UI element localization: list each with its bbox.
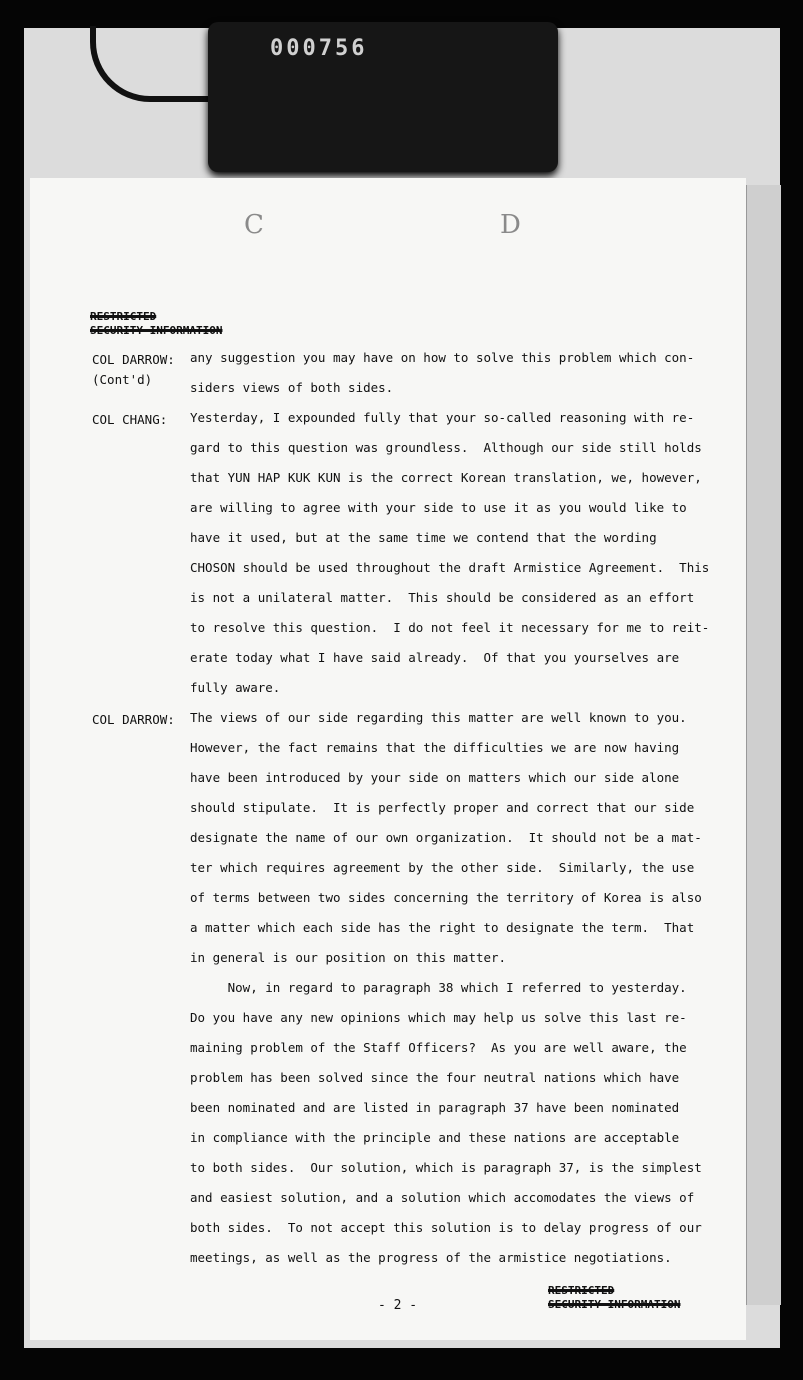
text-line: gard to this question was groundless. Although our side still holds (190, 440, 702, 455)
text-line: ter which requires agreement by the other side. Similarly, the use (190, 860, 695, 875)
text-line: CHOSON should be used throughout the draft Armistice Agreement. This (190, 560, 710, 575)
page-number: - 2 - (378, 1298, 418, 1313)
text-line: any suggestion you may have on how to solve this problem which con- (190, 350, 695, 365)
text-line: fully aware. (190, 680, 281, 695)
text-line: siders views of both sides. (190, 380, 394, 395)
text-line: maining problem of the Staff Officers? As you are well aware, the (190, 1040, 687, 1055)
stamp-security-information: SECURITY INFORMATION (90, 324, 223, 337)
text-line: been nominated and are listed in paragraph 37 have been nominated (190, 1100, 680, 1115)
classification-stamp-bottom (548, 1284, 680, 1312)
text-line: meetings, as well as the progress of the armistice negotiations. (190, 1250, 672, 1265)
text-line: are willing to agree with your side to use it as you would like to (190, 500, 687, 515)
text-line: Now, in regard to paragraph 38 which I referred to yesterday. (190, 980, 687, 995)
text-line: both sides. To not accept this solution is to delay progress of our (190, 1220, 702, 1235)
stamp-restricted: RESTRICTED (548, 1284, 615, 1297)
text-line: Do you have any new opinions which may help us solve this last re- (190, 1010, 687, 1025)
text-line: to both sides. Our solution, which is paragraph 37, is the simplest (190, 1160, 702, 1175)
text-line: and easiest solution, and a solution which accomodates the views of (190, 1190, 695, 1205)
text-line: of terms between two sides concerning the territory of Korea is also (190, 890, 702, 905)
classification-stamp-top (90, 310, 222, 338)
frame-counter (208, 22, 558, 172)
text-line: in compliance with the principle and these nations are acceptable (190, 1130, 680, 1145)
text-line: should stipulate. It is perfectly proper and correct that our side (190, 800, 695, 815)
header-mark-d: D (500, 210, 521, 240)
text-line: have been introduced by your side on matters which our side alone (190, 770, 680, 785)
back-sheet (746, 185, 781, 1305)
speaker-label: COL DARROW: (92, 712, 175, 727)
text-line: that YUN HAP KUK KUN is the correct Korean translation, we, however, (190, 470, 702, 485)
text-line: in general is our position on this matter. (190, 950, 507, 965)
text-line: is not a unilateral matter. This should be considered as an effort (190, 590, 695, 605)
text-line: The views of our side regarding this matter are well known to you. (190, 710, 687, 725)
text-line: a matter which each side has the right to designate the term. That (190, 920, 695, 935)
speaker-label: COL DARROW: (Cont'd) (92, 352, 175, 387)
header-mark-c: C (244, 210, 264, 240)
text-line: have it used, but at the same time we contend that the wording (190, 530, 657, 545)
text-line: However, the fact remains that the difficulties we are now having (190, 740, 680, 755)
text-line: Yesterday, I expounded fully that your so-called reasoning with re- (190, 410, 695, 425)
speaker-label: COL CHANG: (92, 412, 168, 427)
text-line: designate the name of our own organization. It should not be a mat- (190, 830, 702, 845)
stamp-restricted: RESTRICTED (90, 310, 157, 323)
stamp-security-information: SECURITY INFORMATION (548, 1298, 681, 1311)
text-line: erate today what I have said already. Of that you yourselves are (190, 650, 680, 665)
text-line: problem has been solved since the four neutral nations which have (190, 1070, 680, 1085)
frame-counter-number: 000756 (270, 36, 368, 61)
text-line: to resolve this question. I do not feel it necessary for me to reit- (190, 620, 710, 635)
